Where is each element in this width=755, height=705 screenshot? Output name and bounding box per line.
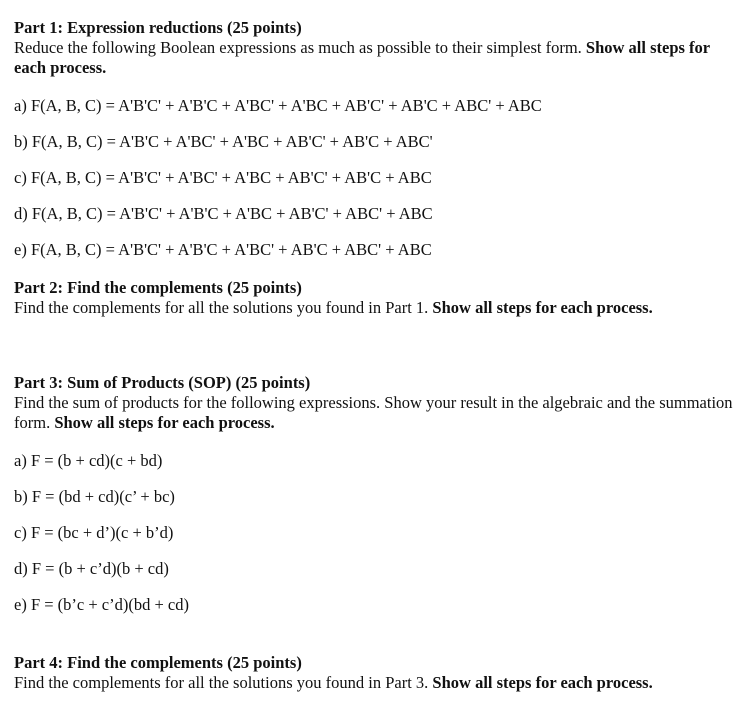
part4-instruction-text: Find the complements for all the solutions you found in Part 3.: [14, 673, 433, 692]
part1-item-c: c) F(A, B, C) = A'B'C' + A'BC' + A'BC + AB'C' + AB'C + ABC: [14, 168, 432, 187]
part4-section: [14, 653, 741, 693]
part1-section: [14, 18, 741, 78]
part3-item-a: a) F = (b + cd)(c + bd): [14, 451, 163, 470]
part3-section: [14, 373, 741, 433]
part3-item-c: c) F = (bc + d’)(c + b’d): [14, 523, 174, 542]
part1-heading: Part 1: Expression reductions (25 points): [14, 18, 302, 37]
part3-item-d: d) F = (b + c’d)(b + cd): [14, 559, 169, 578]
part1-instruction: [14, 38, 741, 78]
part4-instruction-bold: Show all steps for each process.: [432, 673, 653, 692]
part1-item-d: d) F(A, B, C) = A'B'C' + A'B'C + A'BC + AB'C' + ABC' + ABC: [14, 204, 433, 223]
part3-instruction: [14, 393, 741, 433]
part3-item-e: e) F = (b’c + c’d)(bd + cd): [14, 595, 189, 614]
part3-instruction-text: Find the sum of products for the following expressions. Show your result in the algebraic and the summation form.: [14, 393, 733, 432]
part1-item-e: e) F(A, B, C) = A'B'C' + A'B'C + A'BC' + AB'C + ABC' + ABC: [14, 240, 432, 259]
part2-instruction-bold: Show all steps for each process.: [432, 298, 653, 317]
part2-instruction: [14, 298, 741, 318]
part1-instruction-bold: Show all steps for each process.: [14, 38, 710, 77]
part1-item-a: a) F(A, B, C) = A'B'C' + A'B'C + A'BC' + A'BC + AB'C' + AB'C + ABC' + ABC: [14, 96, 542, 115]
part2-instruction-text: Find the complements for all the solutions you found in Part 1.: [14, 298, 433, 317]
part4-instruction: [14, 673, 741, 693]
part3-instruction-bold: Show all steps for each process.: [54, 413, 275, 432]
part2-section: [14, 278, 741, 318]
part1-item-b: b) F(A, B, C) = A'B'C + A'BC' + A'BC + AB'C' + AB'C + ABC': [14, 132, 433, 151]
part3-heading: Part 3: Sum of Products (SOP) (25 points): [14, 373, 311, 392]
part4-heading: Part 4: Find the complements (25 points): [14, 653, 302, 672]
part2-heading: Part 2: Find the complements (25 points): [14, 278, 302, 297]
part3-item-b: b) F = (bd + cd)(c’ + bc): [14, 487, 175, 506]
part1-instruction-text: Reduce the following Boolean expressions as much as possible to their simplest form.: [14, 38, 586, 57]
